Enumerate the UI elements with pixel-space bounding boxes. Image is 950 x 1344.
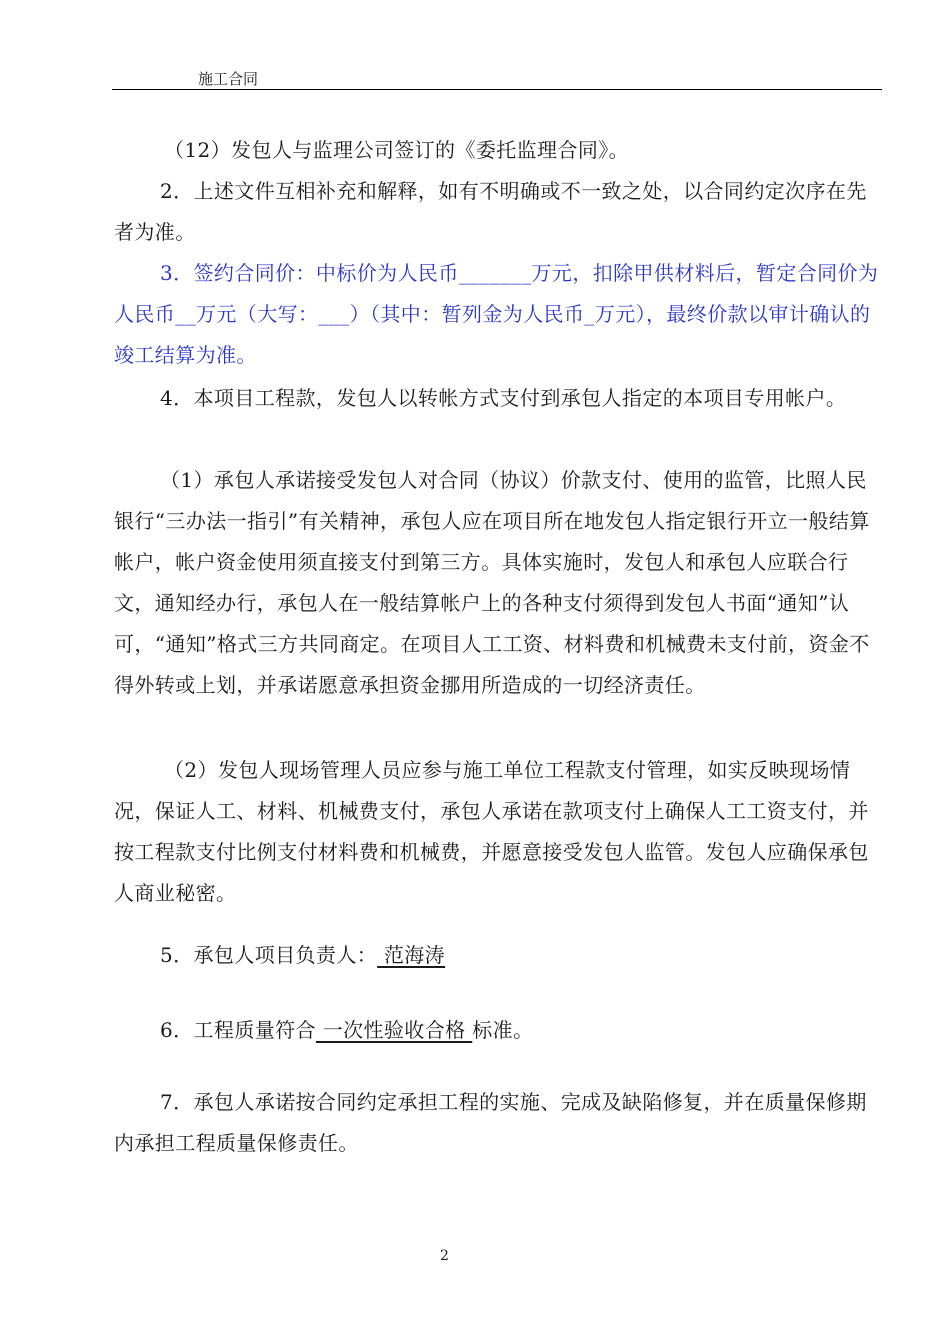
clause-5-label: 5．承包人项目负责人： bbox=[160, 943, 378, 967]
clause-3-contract-price: 3．签约合同价：中标价为人民币_______万元，扣除甲供材料后，暂定合同价为人民币__万元（大写：___）（其中：暂列金为人民币_万元），最终价款以审计确认的竣工结算为准。 bbox=[114, 261, 879, 367]
clause-6-tail: 标准。 bbox=[472, 1018, 534, 1042]
clause-4-1: （1）承包人承诺接受发包人对合同（协议）价款支付、使用的监管，比照人民银行“三办法一指引”有关精神，承包人应在项目所在地发包人指定银行开立一般结算帐户，帐户资金使用须直接支付到第三方。具体实施时，发包人和承包人应联合行文，通知经办行，承包人在一般结算帐户上的各种支付须得到发包人书面“通知”认可，“通知”格式三方共同商定。在项目人工工资、材料费和机械费未支付前，资金不得外转或上划，并承诺愿意承担资金挪用所造成的一切经济责任。 bbox=[114, 468, 870, 697]
clause-2: 2．上述文件互相补充和解释，如有不明确或不一致之处，以合同约定次序在先者为准。 bbox=[114, 179, 867, 244]
clause-5 bbox=[114, 935, 884, 976]
header-divider bbox=[112, 89, 882, 90]
clause-4: 4．本项目工程款，发包人以转帐方式支付到承包人指定的本项目专用帐户。 bbox=[160, 386, 847, 410]
clause-7: 7．承包人承诺按合同约定承担工程的实施、完成及缺陷修复，并在质量保修期内承担工程质量保修责任。 bbox=[114, 1090, 867, 1155]
project-manager-name: 范海涛 bbox=[377, 943, 446, 967]
clause-4-2: （2）发包人现场管理人员应参与施工单位工程款支付管理，如实反映现场情况，保证人工、材料、机械费支付，承包人承诺在款项支付上确保人工工资支付，并按工程款支付比例支付材料费和机械费，并愿意接受发包人监管。发包人应确保承包人商业秘密。 bbox=[114, 758, 869, 905]
clause-6 bbox=[114, 1010, 884, 1051]
clause-6-label: 6．工程质量符合 bbox=[160, 1018, 316, 1042]
clause-12: （12）发包人与监理公司签订的《委托监理合同》。 bbox=[164, 138, 630, 162]
header-title: 施工合同 bbox=[198, 70, 259, 88]
quality-standard: 一次性验收合格 bbox=[315, 1018, 473, 1042]
page-number: 2 bbox=[440, 1248, 449, 1264]
